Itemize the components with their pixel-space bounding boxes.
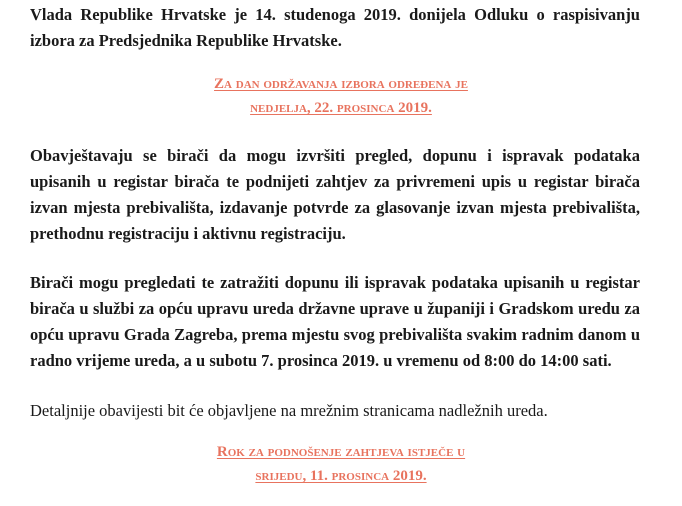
register-review-paragraph: Birači mogu pregledati te zatražiti dopunu ili ispravak podataka upisanih u registar birača u službi za opću upravu ureda državne uprave u županiji i Gradskom uredu za opću upravu Grada Zagreba, prema mjestu svog prebivališta svakim radnim danom u radno vrijeme ureda, a u subotu 7. prosinca 2019. u vremenu od 8:00 do 14:00 sati. (30, 273, 640, 370)
deadline-line-2: srijedu, 11. prosinca 2019. (255, 468, 427, 484)
election-date-line-2: nedjelja, 22. prosinca 2019. (250, 100, 432, 116)
deadline-notice (0, 440, 682, 488)
more-info-paragraph: Detaljnije obavijesti bit će objavljene na mrežnim stranicama nadležnih ureda. (30, 401, 548, 420)
voter-register-notice-paragraph: Obavještavaju se birači da mogu izvršiti pregled, dopunu i ispravak podataka upisanih u registar birača te podnijeti zahtjev za privremeni upis u registar birača izvan mjesta prebivališta, izdavanje potvrde za glasovanje izvan mjesta prebivališta, prethodnu registraciju i aktivnu registraciju. (30, 146, 640, 243)
intro-paragraph: Vlada Republike Hrvatske je 14. studenoga 2019. donijela Odluku o raspisivanju izbora za Predsjednika Republike Hrvatske. (30, 5, 640, 50)
election-date-notice (0, 72, 682, 120)
election-date-line-1: Za dan održavanja izbora određena je (214, 76, 468, 92)
deadline-line-1: Rok za podnošenje zahtjeva istječe u (216, 444, 466, 460)
